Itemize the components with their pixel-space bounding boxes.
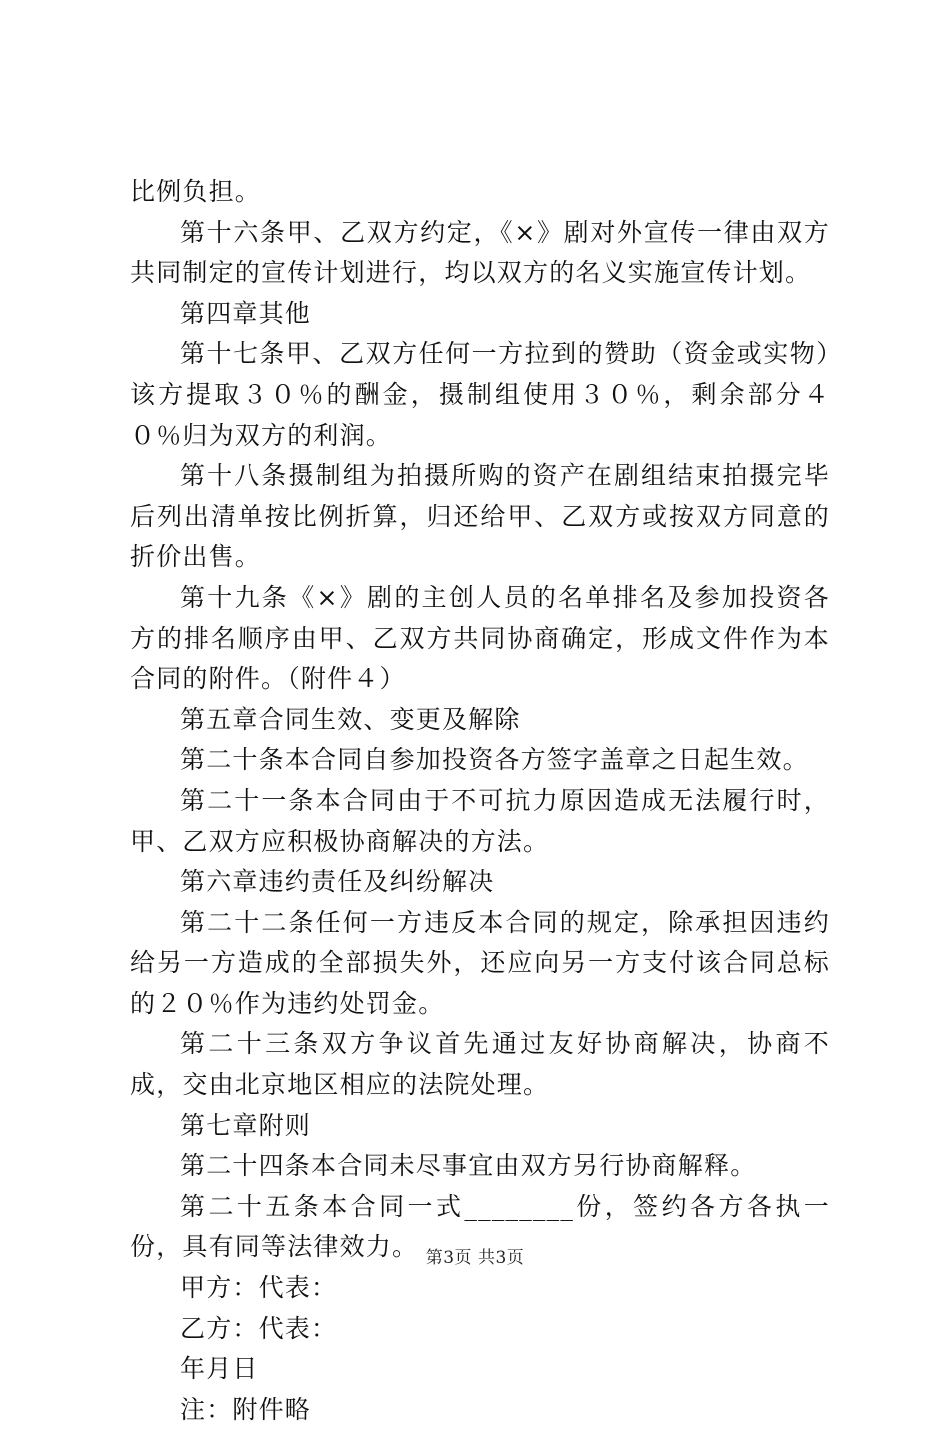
document-paragraph: 年月日 xyxy=(180,1354,259,1384)
document-paragraph: 第二十一条本合同由于不可抗力原因造成无法履行时，甲、乙双方应积极协商解决的方法。 xyxy=(130,785,830,856)
document-paragraph: 甲方：代表： xyxy=(180,1273,338,1303)
page-footer: 第3页 共3页 xyxy=(425,1248,525,1268)
document-paragraph: 第十九条《×》剧的主创人员的名单排名及参加投资各方的排名顺序由甲、乙双方共同协商确定，形成文件作为本合同的附件。（附件４） xyxy=(130,582,830,694)
document-paragraph: 第十六条甲、乙双方约定，《×》剧对外宣传一律由双方共同制定的宣传计划进行，均以双方的名义实施宣传计划。 xyxy=(130,217,830,288)
document-paragraph: 第十七条甲、乙双方任何一方拉到的赞助（资金或实物）该方提取３０％的酬金，摄制组使用３０％，剩余部分４０％归为双方的利润。 xyxy=(130,339,830,450)
document-paragraph: 比例负担。 xyxy=(130,177,262,206)
document-paragraph: 第七章附则 xyxy=(180,1110,312,1140)
document-paragraph: 第二十三条双方争议首先通过友好协商解决，协商不成，交由北京地区相应的法院处理。 xyxy=(130,1029,830,1100)
document-paragraph: 第二十条本合同自参加投资各方签字盖章之日起生效。 xyxy=(180,745,809,775)
document-paragraph: 第六章违约责任及纠纷解决 xyxy=(180,867,495,897)
document-paragraph: 第二十二条任何一方违反本合同的规定，除承担因违约给另一方造成的全部损失外，还应向另一方支付该合同总标的２０％作为违约处罚金。 xyxy=(130,907,830,1018)
document-paragraph: 乙方：代表： xyxy=(180,1313,338,1343)
document-paragraph: 第五章合同生效、变更及解除 xyxy=(180,704,521,734)
document-paragraph: 第十八条摄制组为拍摄所购的资产在剧组结束拍摄完毕后列出清单按比例折算，归还给甲、乙双方或按双方同意的折价出售。 xyxy=(130,461,830,572)
document-paragraph: 注：附件略 xyxy=(180,1394,312,1424)
document-body xyxy=(130,172,830,1430)
document-paragraph: 第二十五条本合同一式________份，签约各方各执一份，具有同等法律效力。 xyxy=(130,1191,830,1262)
document-paragraph: 第二十四条本合同未尽事宜由双方另行协商解释。 xyxy=(180,1151,757,1181)
document-paragraph: 第四章其他 xyxy=(180,298,312,328)
